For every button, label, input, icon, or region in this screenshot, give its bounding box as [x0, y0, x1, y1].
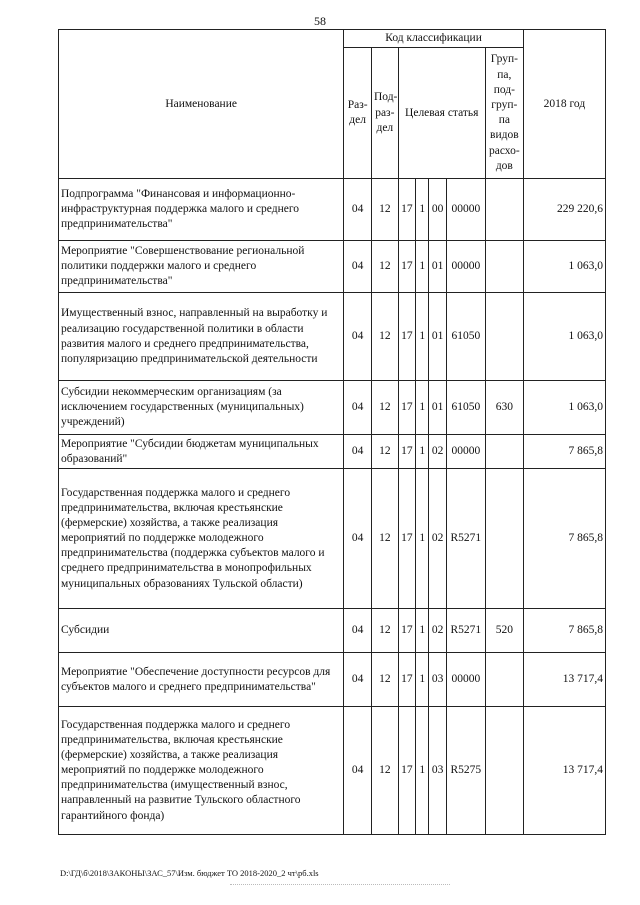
row-target-direction: 61050 — [446, 381, 485, 435]
row-target-event: 02 — [429, 609, 446, 653]
budget-table — [58, 29, 606, 835]
row-amount: 1 063,0 — [523, 381, 605, 435]
row-target-direction: 00000 — [446, 653, 485, 707]
row-amount: 1 063,0 — [523, 241, 605, 293]
row-expense-group: 630 — [485, 381, 523, 435]
row-razdel: 04 — [344, 435, 372, 469]
row-target-subprogram: 1 — [416, 241, 429, 293]
row-target-program: 17 — [398, 435, 415, 469]
row-target-program: 17 — [398, 707, 415, 835]
row-expense-group: 520 — [485, 609, 523, 653]
row-target-subprogram: 1 — [416, 653, 429, 707]
header-name: Наименование — [59, 30, 344, 179]
row-podrazdel: 12 — [371, 469, 398, 609]
row-amount: 13 717,4 — [523, 707, 605, 835]
row-name: Мероприятие "Совершенствование региональной политики поддержки малого и среднего предпринимательства" — [59, 241, 344, 293]
row-target-program: 17 — [398, 609, 415, 653]
row-target-program: 17 — [398, 653, 415, 707]
header-row-1 — [59, 30, 606, 48]
row-podrazdel: 12 — [371, 241, 398, 293]
table-row — [59, 653, 606, 707]
row-target-subprogram: 1 — [416, 469, 429, 609]
row-target-event: 01 — [429, 293, 446, 381]
row-target-direction: 00000 — [446, 435, 485, 469]
row-razdel: 04 — [344, 653, 372, 707]
table-row — [59, 241, 606, 293]
row-razdel: 04 — [344, 609, 372, 653]
row-target-program: 17 — [398, 469, 415, 609]
row-name: Мероприятие "Обеспечение доступности ресурсов для субъектов малого и среднего предпринимательства" — [59, 653, 344, 707]
row-target-event: 03 — [429, 653, 446, 707]
header-podrazdel: Под- раз- дел — [371, 48, 398, 179]
row-target-subprogram: 1 — [416, 381, 429, 435]
row-podrazdel: 12 — [371, 653, 398, 707]
row-name: Субсидии — [59, 609, 344, 653]
row-razdel: 04 — [344, 241, 372, 293]
table-row — [59, 381, 606, 435]
table-row — [59, 469, 606, 609]
row-target-direction: R5275 — [446, 707, 485, 835]
row-amount: 7 865,8 — [523, 435, 605, 469]
row-name: Имущественный взнос, направленный на выработку и реализацию государственной политики в области развития малого и среднего предпринимательства, популяризацию предпринимательской деятельности — [59, 293, 344, 381]
row-expense-group — [485, 707, 523, 835]
row-target-direction: 61050 — [446, 293, 485, 381]
table-row — [59, 609, 606, 653]
row-amount: 7 865,8 — [523, 469, 605, 609]
row-target-program: 17 — [398, 241, 415, 293]
row-expense-group — [485, 469, 523, 609]
row-target-subprogram: 1 — [416, 435, 429, 469]
row-target-event: 02 — [429, 469, 446, 609]
row-expense-group — [485, 241, 523, 293]
row-name: Государственная поддержка малого и среднего предпринимательства, включая крестьянские (фермерские) хозяйства, а также реализация мероприятий по поддержке молодежного предпринимательства (поддержка субъектов малого и среднего предпринимательства в монопрофильных муниципальных образованиях Тульской области) — [59, 469, 344, 609]
row-amount: 1 063,0 — [523, 293, 605, 381]
row-razdel: 04 — [344, 179, 372, 241]
row-podrazdel: 12 — [371, 179, 398, 241]
table-row — [59, 435, 606, 469]
header-classification-code: Код классификации — [344, 30, 524, 48]
row-target-subprogram: 1 — [416, 179, 429, 241]
row-expense-group — [485, 179, 523, 241]
row-expense-group — [485, 653, 523, 707]
row-target-event: 02 — [429, 435, 446, 469]
row-podrazdel: 12 — [371, 381, 398, 435]
row-target-event: 01 — [429, 381, 446, 435]
row-amount: 229 220,6 — [523, 179, 605, 241]
row-razdel: 04 — [344, 469, 372, 609]
row-podrazdel: 12 — [371, 609, 398, 653]
footer-faint-line — [230, 884, 450, 886]
row-target-event: 03 — [429, 707, 446, 835]
row-target-subprogram: 1 — [416, 707, 429, 835]
header-expense-group: Груп- па, под- груп- па видов расхо- дов — [485, 48, 523, 179]
table-row — [59, 707, 606, 835]
header-target-article: Целевая статья — [398, 48, 485, 179]
row-target-program: 17 — [398, 293, 415, 381]
row-target-subprogram: 1 — [416, 609, 429, 653]
row-podrazdel: 12 — [371, 293, 398, 381]
row-target-program: 17 — [398, 179, 415, 241]
row-target-event: 01 — [429, 241, 446, 293]
row-podrazdel: 12 — [371, 435, 398, 469]
row-target-direction: 00000 — [446, 241, 485, 293]
header-year-2018: 2018 год — [523, 30, 605, 179]
page-number: 58 — [314, 14, 326, 28]
row-name: Подпрограмма "Финансовая и информационно-инфраструктурная поддержка малого и среднего предпринимательства" — [59, 179, 344, 241]
row-amount: 7 865,8 — [523, 609, 605, 653]
footer-file-path: D:\ГД\б\2018\ЗАКОНЫ\ЗАС_57\Изм. бюджет ТО 2018-2020_2 чт\рб.xls — [60, 868, 319, 878]
row-razdel: 04 — [344, 381, 372, 435]
row-target-direction: 00000 — [446, 179, 485, 241]
row-target-program: 17 — [398, 381, 415, 435]
row-amount: 13 717,4 — [523, 653, 605, 707]
row-target-subprogram: 1 — [416, 293, 429, 381]
row-name: Мероприятие "Субсидии бюджетам муниципальных образований" — [59, 435, 344, 469]
row-name: Субсидии некоммерческим организациям (за исключением государственных (муниципальных) учреждений) — [59, 381, 344, 435]
row-podrazdel: 12 — [371, 707, 398, 835]
row-expense-group — [485, 293, 523, 381]
row-target-direction: R5271 — [446, 609, 485, 653]
table-row — [59, 179, 606, 241]
table-row — [59, 293, 606, 381]
row-razdel: 04 — [344, 707, 372, 835]
row-target-direction: R5271 — [446, 469, 485, 609]
row-razdel: 04 — [344, 293, 372, 381]
header-razdel: Раз- дел — [344, 48, 372, 179]
row-target-event: 00 — [429, 179, 446, 241]
row-expense-group — [485, 435, 523, 469]
row-name: Государственная поддержка малого и среднего предпринимательства, включая крестьянские (фермерские) хозяйства, а также реализация мероприятий по поддержке молодежного предпринимательства (имущественный взнос, направленный на развитие Тульского областного гарантийного фонда) — [59, 707, 344, 835]
